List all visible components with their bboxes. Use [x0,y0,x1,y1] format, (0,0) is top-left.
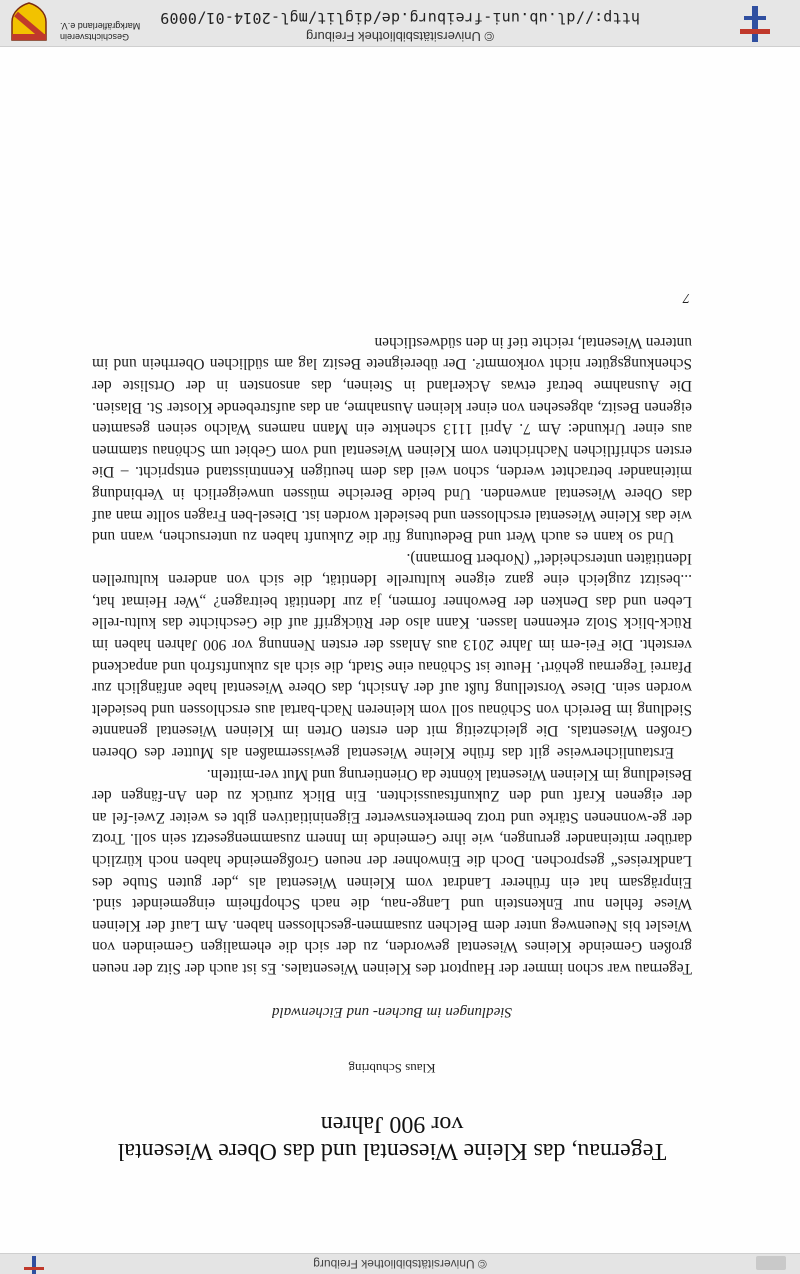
page-number: 7 [683,290,690,306]
society-crest-icon [8,2,50,44]
article-subtitle: Siedlungen im Buchen- und Eichenwald [272,1004,512,1020]
society-name-line1: Geschichtsverein [60,32,130,42]
article-title-line1: Tegernau, das Kleine Wiesental und das Obere Wiesental [117,1138,667,1164]
bottom-watermark-bar [0,0,800,47]
top-watermark-bar [0,1253,800,1274]
article-author: Klaus Schubring [348,1061,436,1076]
bottom-credit-text: © Universitätsbibliothek Freiburg [305,29,495,44]
document-url-link[interactable]: http://dl.ub.uni-freiburg.de/diglit/mgl-2014-01/0009 [160,9,640,27]
article-title [92,1110,692,1164]
top-credit-text: © Universitätsbibliothek Freiburg [313,1257,487,1271]
paragraph: Und so kann es auch Wert und Bedeutung für die Zukunft haben zu untersuchen, wann und wie das Kleine Wiesental erschlossen und besiedelt worden ist. Diesel-ben Fragen sollte man auf das Obere Wiesental anwenden. Und beide Bereiche müssen unweigerlich in Verbindung miteinander betrachtet werden, schon weil das dem heutigen Kenntnisstand entspricht. – Die ersten schriftlichen Nachrichten vom Kleinen Wiesental und vom Gebiet um Schönau stammen aus einer Urkunde: Am 7. April 1113 schenkte ein Mann namens Walcho seinen gesamten eigenen Besitz, abgesehen von einer kleinen Ausnahme, an das aufstrebende Kloster St. Blasien. Die Ausnahme betraf etwas Ackerland in Steinen, das ansonsten in der Ortsliste der Schenkungsgüter nicht vorkommt². Der übereignete Besitz lag am südlichen Oberrhein und im unteren Wiesental, reichte tief in den südwestlichen [92,333,692,546]
paragraph: Tegernau war schon immer der Hauptort des Kleinen Wiesentales. Es ist auch der Sitz der neuen großen Gemeinde Kleines Wiesental geworden, zu der sich die ehemaligen Gemeinden von Wieslet bis Neuenweg unter dem Belchen zusammen-geschlossen haben. Am Lauf der Kleinen Wiese fehlen nur Enkenstein und Lange-nau, die nach Schopfheim eingemeindet sind. Einprägsam hat ein früherer Landrat vom Kleinen Wiesental als „der guten Stube des Landkreises“ gesprochen. Doch die Einwohner der neuen Großgemeinde haben noch kürzlich darüber miteinander gerungen, wie ihre Gemeinde im Innern zusammengesetzt sein soll. Trotz der ge-wonnenen Stärke und trotz bemerkenswerter Eigeninitiativen gibt es weiter Zwei-fel an der eigenen Kraft und den Zukunftsaussichten. Ein Blick zurück zu den An-fängen der Besiedlung im Kleinen Wiesental könnte da Orientierung und Mut ver-mitteln. [92,765,692,977]
society-name [60,20,140,42]
paragraph: Erstaunlicherweise gilt das frühe Kleine Wiesental gewissermaßen als Mutter des Oberen Großen Wiesentals. Die gleichzeitig mit den ersten Orten im Kleinen Wiesental genannte Siedlung im Bereich von Schönau soll vom kleineren Nach-bartal aus erschlossen und besiedelt worden sein. Diese Vorstellung fußt auf der Ansicht, das Obere Wiesental habe anfänglich zur Pfarrei Tegernau gehört¹. Heute ist Schönau eine Stadt, die sich als zukunftsfroh und anpackend versteht. Die Fei-ern im Jahre 2013 aus Anlass der ersten Nennung vor 900 Jahren haben im Rück-blick Stolz erkennen lassen. Kann also der Rückgriff auf die Geschichte das kultu-relle Leben und das Denken der Bewohner formen, ja zur Identität beitragen? „Wer Heimat hat, ...besitzt zugleich eine ganz eigene kulturelle Identität, die sich von anderen kulturellen Identitäten unterscheidet“ (Norbert Bormann). [92,549,692,762]
university-logo-icon [20,1256,48,1274]
article-title-line2: vor 900 Jahren [320,1111,464,1137]
article [92,289,692,1164]
article-body [92,331,692,979]
society-name-line2: Markgräflerland e.V. [60,21,141,31]
